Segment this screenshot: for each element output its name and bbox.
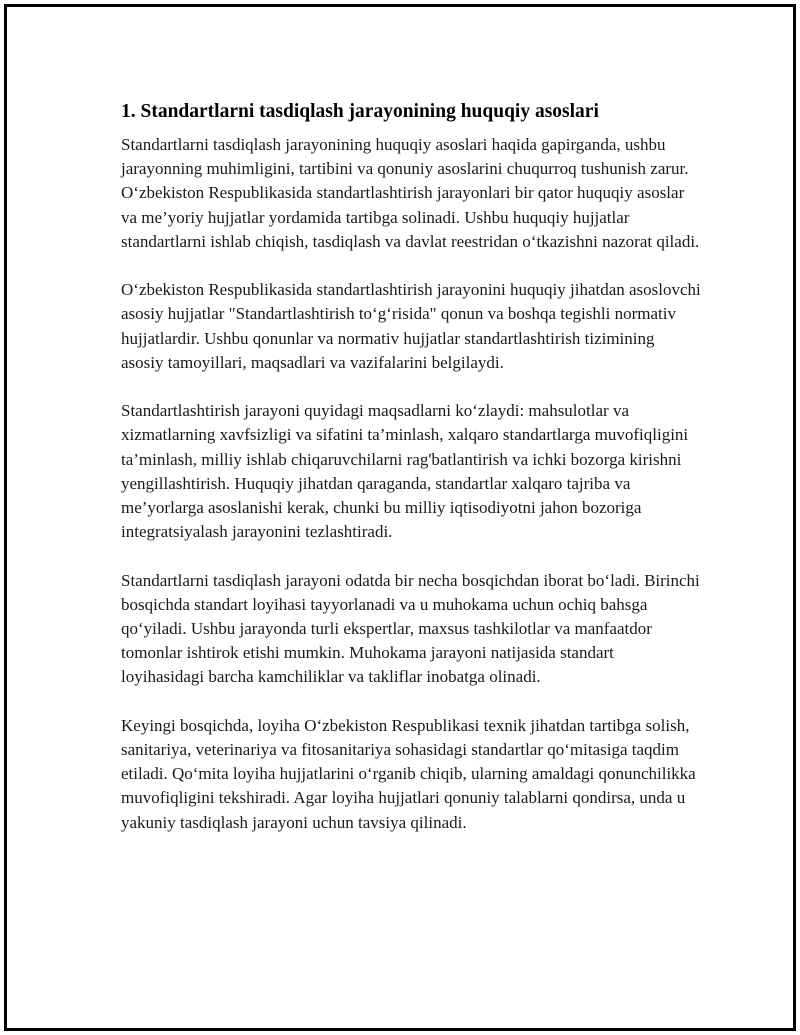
document-page [4,4,796,1031]
paragraph-4: Standartlarni tasdiqlash jarayoni odatda bir necha bosqichdan iborat bo‘ladi. Birinchi bosqichda standart loyihasi tayyorlanadi va u muhokama uchun ochiq bahsga qo‘yiladi. Ushbu jarayonda turli ekspertlar, maxsus tashkilotlar va manfaatdor tomonlar ishtirok etishi mumkin. Muhokama jarayoni natijasida standart loyihasidagi barcha kamchiliklar va takliflar inobatga olinadi. [121,570,700,687]
paragraph-3: Standartlashtirish jarayoni quyidagi maqsadlarni ko‘zlaydi: mahsulotlar va xizmatlarning xavfsizligi va sifatini ta’minlash, xalqaro standartlarga muvofiqligini ta’minlash, milliy ishlab chiqaruvchilarni rag'batlantirish va ichki bozorga kirishni yengillashtirish. Huquqiy jihatdan qaraganda, standartlar xalqaro tajriba va me’yorlarga asoslanishi kerak, chunki bu milliy iqtisodiyotni jahon bozoriga integratsiyalash jarayonini tezlashtiradi. [121,401,689,542]
paragraph-1: Standartlarni tasdiqlash jarayonining huquqiy asoslari haqida gapirganda, ushbu jarayonning muhimligini, tartibini va qonuniy asoslarini chuqurroq tushunish zarur. O‘zbekiston Respublikasida standartlashtirish jarayonlari bir qator huquqiy asoslar va me’yoriy hujjatlar yordamida tartibga solinadi. Ushbu huquqiy hujjatlar standartlarni ishlab chiqish, tasdiqlash va davlat reestridan o‘tkazishni nazorat qiladi. [121,135,700,251]
section-heading: 1. Standartlarni tasdiqlash jarayonining huquqiy asoslari [121,101,599,122]
paragraph-2: O‘zbekiston Respublikasida standartlashtirish jarayonini huquqiy jihatdan asoslovchi asosiy hujjatlar "Standartlashtirish to‘g‘risida" qonun va boshqa tegishli normativ hujjatlardir. Ushbu qonunlar va normativ hujjatlar standartlashtirish tizimining asosiy tamoyillari, maqsadlari va vazifalarini belgilaydi. [121,280,701,372]
paragraph-5: Keyingi bosqichda, loyiha O‘zbekiston Respublikasi texnik jihatdan tartibga solish, sanitariya, veterinariya va fitosanitariya sohasidagi standartlar qo‘mitasiga taqdim etiladi. Qo‘mita loyiha hujjatlarini o‘rganib chiqib, ularning amaldagi qonunchilikka muvofiqligini tekshiradi. Agar loyiha hujjatlari qonuniy talablarni qondirsa, unda u yakuniy tasdiqlash jarayoni uchun tavsiya qilinadi. [121,715,696,832]
document-content [121,99,701,835]
